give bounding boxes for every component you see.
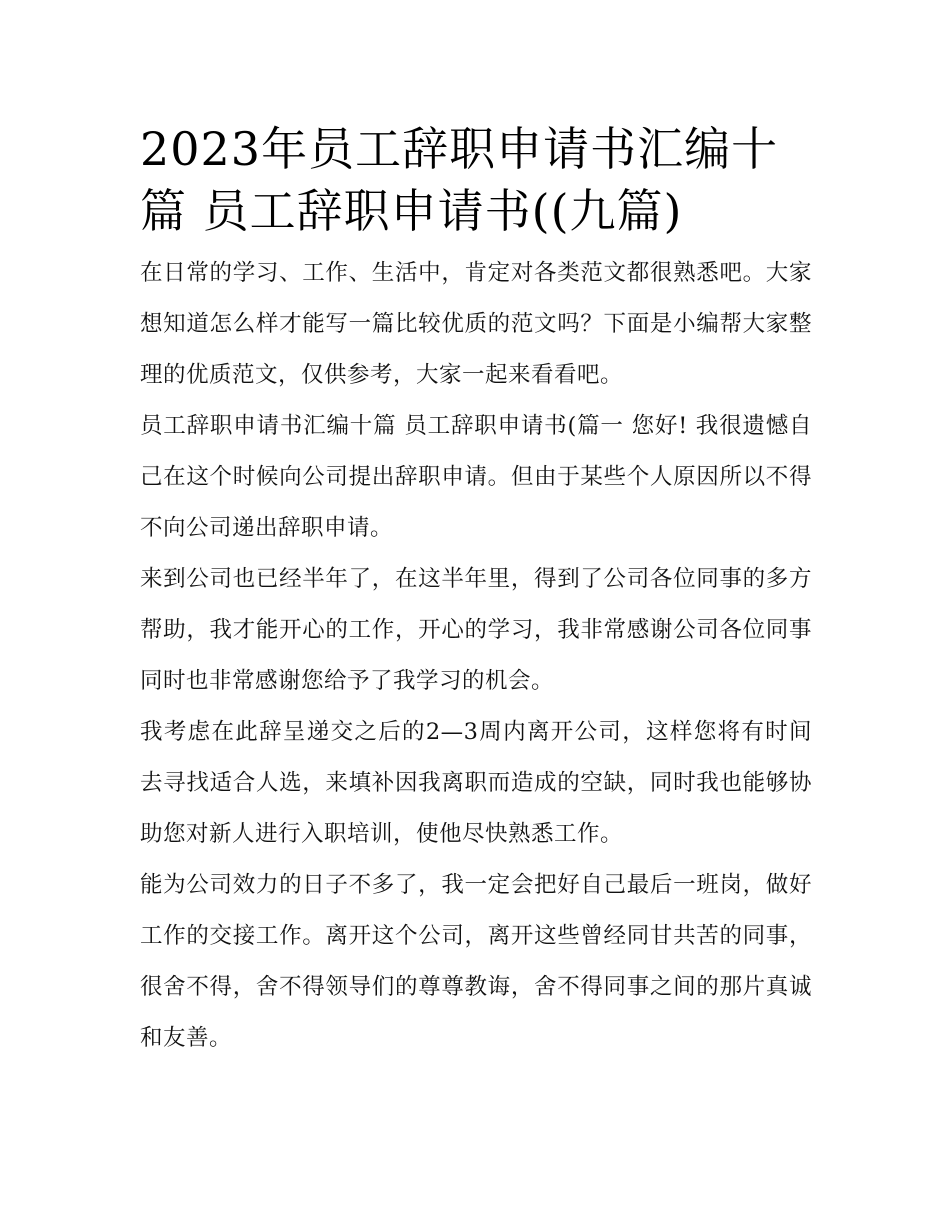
document-title: 2023年员工辞职申请书汇编十篇 员工辞职申请书((九篇) [140, 122, 779, 238]
paragraph-letter-opening: 员工辞职申请书汇编十篇 员工辞职申请书(篇一 您好! 我很遗憾自己在这个时候向公司提出辞职申请。但由于某些个人原因所以不得不向公司递出辞职申请。 [140, 413, 812, 541]
paragraph-gratitude: 来到公司也已经半年了，在这半年里，得到了公司各位同事的多方帮助，我才能开心的工作，开心的学习，我非常感谢公司各位同事同时也非常感谢您给予了我学习的机会。 [140, 566, 812, 694]
paragraph-intro: 在日常的学习、工作、生活中，肯定对各类范文都很熟悉吧。大家想知道怎么样才能写一篇比较优质的范文吗？下面是小编帮大家整理的优质范文，仅供参考，大家一起来看看吧。 [140, 260, 812, 388]
paragraph-farewell: 能为公司效力的日子不多了，我一定会把好自己最后一班岗，做好工作的交接工作。离开这个公司，离开这些曾经同甘共苦的同事，很舍不得，舍不得领导们的尊尊教诲，舍不得同事之间的那片真诚和友善。 [140, 872, 812, 1051]
document-body [140, 118, 812, 1064]
paragraph-handover-plan: 我考虑在此辞呈递交之后的2—3周内离开公司，这样您将有时间去寻找适合人选，来填补因我离职而造成的空缺，同时我也能够协助您对新人进行入职培训，使他尽快熟悉工作。 [140, 719, 812, 847]
